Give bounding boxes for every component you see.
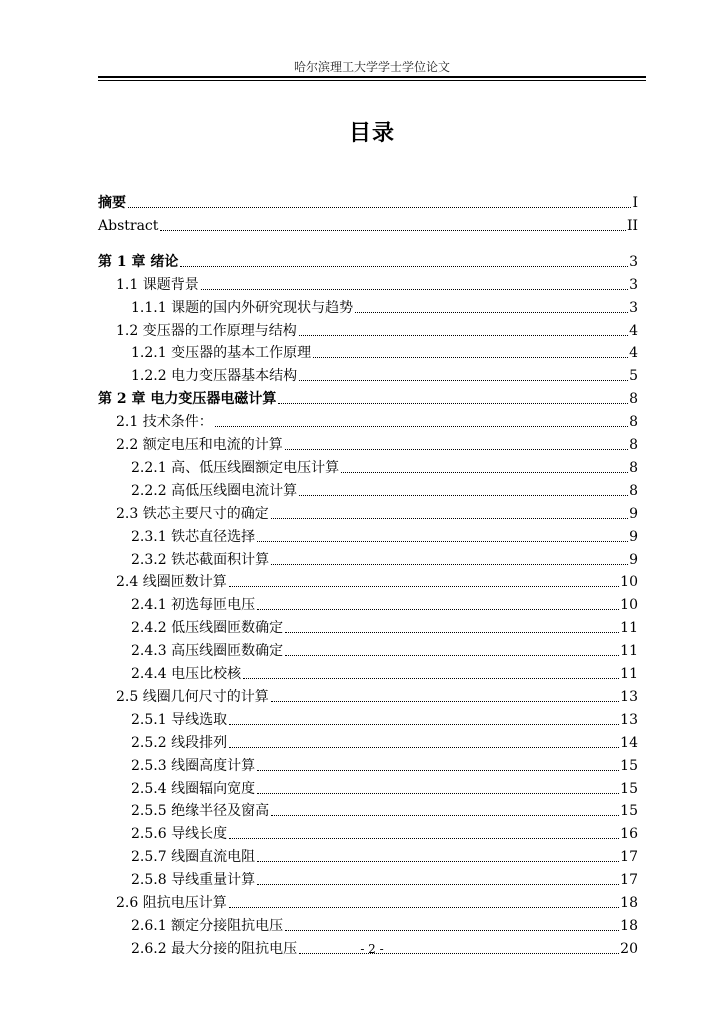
toc-entry[interactable] <box>98 821 638 843</box>
toc-entry-page: 15 <box>620 780 638 797</box>
toc-entry-label: 2.5.1 导线选取 <box>131 711 228 728</box>
toc-entry-label: 2.4.1 初选每匝电压 <box>131 597 256 614</box>
toc-title: 目录 <box>348 121 395 146</box>
toc-dot-leader <box>299 495 628 496</box>
toc-dot-leader <box>257 770 619 771</box>
toc-entry-page: 17 <box>620 849 638 866</box>
toc-entry[interactable] <box>98 661 638 683</box>
toc-entry[interactable] <box>98 844 638 866</box>
toc-dot-leader <box>341 472 628 473</box>
toc-entry[interactable] <box>98 363 638 385</box>
toc-entry-label: 1.2 变压器的工作原理与结构 <box>116 322 297 339</box>
toc-dot-leader <box>257 884 619 885</box>
toc-entry[interactable] <box>98 249 638 271</box>
toc-entry-label: 摘要 <box>98 195 126 211</box>
toc-dot-leader <box>285 632 619 633</box>
toc-entry-page: 14 <box>620 734 638 751</box>
toc-entry-page: 8 <box>629 482 638 499</box>
toc-dot-leader <box>229 838 619 839</box>
toc-dot-leader <box>180 266 628 267</box>
toc-dot-leader <box>243 678 619 679</box>
toc-entry-label: 2.5.2 线段排列 <box>131 734 228 751</box>
toc-entry[interactable] <box>98 798 638 820</box>
toc-dot-leader <box>215 426 628 427</box>
toc-entry[interactable] <box>98 409 638 431</box>
toc-entry-label: 2.5.7 线圈直流电阻 <box>131 849 256 866</box>
toc-dot-leader <box>229 586 619 587</box>
toc-entry[interactable] <box>98 707 638 729</box>
toc-dot-leader <box>257 861 619 862</box>
toc-entry[interactable] <box>98 432 638 454</box>
toc-dot-leader <box>229 907 619 908</box>
toc-entry-label: 2.6.2 最大分接的阻抗电压 <box>131 940 298 957</box>
toc-dot-leader <box>257 609 619 610</box>
toc-entry[interactable] <box>98 890 638 912</box>
toc-entry[interactable] <box>98 272 638 294</box>
toc-entry-page: 16 <box>620 826 638 843</box>
toc-entry[interactable] <box>98 867 638 889</box>
toc-entry-label: 2.6.1 额定分接阻抗电压 <box>131 917 284 934</box>
toc-entry-label: 2.4.2 低压线圈匝数确定 <box>131 620 284 637</box>
toc-entry-label: 2.5.4 线圈辐向宽度 <box>131 780 256 797</box>
toc-entry-label: 2.4.3 高压线圈匝数确定 <box>131 643 284 660</box>
toc-entry-page: 11 <box>620 620 638 637</box>
toc-entry-page: 20 <box>620 940 638 957</box>
page-number: - 2 - <box>360 942 384 956</box>
toc-dot-leader <box>285 930 619 931</box>
toc-entry-page: 9 <box>629 528 638 545</box>
toc-entry-label: 第 2 章 电力变压器电磁计算 <box>98 391 277 408</box>
table-of-contents <box>98 0 638 1024</box>
toc-entry-page: 8 <box>629 437 638 453</box>
toc-entry[interactable] <box>98 478 638 500</box>
toc-entry-page: 3 <box>629 276 638 293</box>
toc-dot-leader <box>299 335 628 336</box>
toc-entry-page: 10 <box>620 574 638 591</box>
toc-entry[interactable] <box>98 524 638 546</box>
toc-entry[interactable] <box>98 190 638 212</box>
toc-dot-leader <box>257 541 628 542</box>
toc-dot-leader <box>257 793 619 794</box>
toc-entry[interactable] <box>98 213 638 235</box>
toc-entry-page: 15 <box>620 803 638 820</box>
toc-entry[interactable] <box>98 547 638 569</box>
toc-entry-page: 9 <box>629 551 638 568</box>
toc-entry[interactable] <box>98 615 638 637</box>
toc-dot-leader <box>271 815 619 816</box>
toc-entry-label: 2.1 技术条件： <box>116 414 213 431</box>
toc-entry-page: 3 <box>629 253 638 270</box>
toc-entry-page: 17 <box>620 872 638 889</box>
toc-entry-label: 2.5.8 导线重量计算 <box>131 872 256 889</box>
toc-entry-page: 11 <box>620 643 638 660</box>
toc-entry-label: 1.2.1 变压器的基本工作原理 <box>131 345 312 362</box>
toc-entry-label: 1.2.2 电力变压器基本结构 <box>131 368 298 385</box>
toc-dot-leader <box>285 655 619 656</box>
toc-dot-leader <box>128 207 631 208</box>
toc-dot-leader <box>285 449 628 450</box>
toc-dot-leader <box>355 312 628 313</box>
toc-entry-page: 8 <box>629 391 638 408</box>
toc-entry-page: 10 <box>620 597 638 614</box>
toc-entry[interactable] <box>98 340 638 362</box>
toc-entry-page: I <box>632 195 638 211</box>
toc-entry[interactable] <box>98 684 638 706</box>
toc-entry-label: 2.5.3 线圈高度计算 <box>131 757 256 774</box>
toc-dot-leader <box>299 380 628 381</box>
toc-entry-page: 18 <box>620 895 638 911</box>
toc-entry-label: 2.4 线圈匝数计算 <box>116 574 227 591</box>
running-header: 哈尔滨理工大学学士学位论文 <box>293 60 450 74</box>
toc-entry[interactable] <box>98 592 638 614</box>
toc-entry-label: Abstract <box>98 217 159 234</box>
toc-entry-page: 13 <box>620 711 638 728</box>
toc-entry-label: 1.1.1 课题的国内外研究现状与趋势 <box>131 299 354 316</box>
toc-entry-label: 2.6 阻抗电压计算 <box>116 895 227 911</box>
toc-dot-leader <box>313 357 628 358</box>
toc-dot-leader <box>229 724 619 725</box>
toc-entry-page: 3 <box>629 299 638 316</box>
toc-dot-leader <box>271 701 619 702</box>
toc-entry[interactable] <box>98 776 638 798</box>
toc-entry-page: 11 <box>620 666 638 682</box>
toc-entry-page: 8 <box>629 459 638 476</box>
toc-entry-label: 2.5 线圈几何尺寸的计算 <box>116 688 269 705</box>
toc-entry-label: 2.3.1 铁芯直径选择 <box>131 528 256 545</box>
toc-entry-label: 2.2.1 高、低压线圈额定电压计算 <box>131 459 340 476</box>
toc-dot-leader <box>271 518 628 519</box>
toc-entry-page: 5 <box>629 368 638 385</box>
toc-entry-page: 4 <box>629 322 638 339</box>
toc-dot-leader <box>229 747 619 748</box>
toc-entry[interactable] <box>98 386 638 408</box>
toc-entry-page: 9 <box>629 505 638 522</box>
toc-dot-leader <box>271 564 628 565</box>
toc-entry-page: 13 <box>620 688 638 705</box>
toc-entry-label: 2.2 额定电压和电流的计算 <box>116 437 283 453</box>
toc-entry-page: 4 <box>629 345 638 362</box>
toc-entry[interactable] <box>98 569 638 591</box>
toc-entry[interactable] <box>98 730 638 752</box>
toc-entry-page: 8 <box>629 414 638 431</box>
toc-entry-page: 18 <box>620 917 638 934</box>
toc-entry[interactable] <box>98 318 638 340</box>
toc-entry-label: 2.3.2 铁芯截面积计算 <box>131 551 270 568</box>
toc-dot-leader <box>278 403 628 404</box>
toc-entry-label: 2.5.5 绝缘半径及窗高 <box>131 803 270 820</box>
toc-entry[interactable] <box>98 295 638 317</box>
toc-entry-label: 2.4.4 电压比校核 <box>131 666 242 682</box>
toc-entry-label: 第 1 章 绪论 <box>98 253 179 270</box>
toc-entry-label: 2.5.6 导线长度 <box>131 826 228 843</box>
toc-entry-label: 2.2.2 高低压线圈电流计算 <box>131 482 298 499</box>
toc-entry[interactable] <box>98 455 638 477</box>
toc-dot-leader <box>160 230 626 231</box>
toc-entry[interactable] <box>98 638 638 660</box>
toc-entry[interactable] <box>98 913 638 935</box>
toc-entry-label: 2.3 铁芯主要尺寸的确定 <box>116 505 269 522</box>
toc-entry[interactable] <box>98 753 638 775</box>
toc-entry[interactable] <box>98 501 638 523</box>
toc-entry-page: 15 <box>620 757 638 774</box>
toc-dot-leader <box>201 289 628 290</box>
toc-entry-page: II <box>626 217 638 234</box>
toc-entry-label: 1.1 课题背景 <box>116 276 199 293</box>
